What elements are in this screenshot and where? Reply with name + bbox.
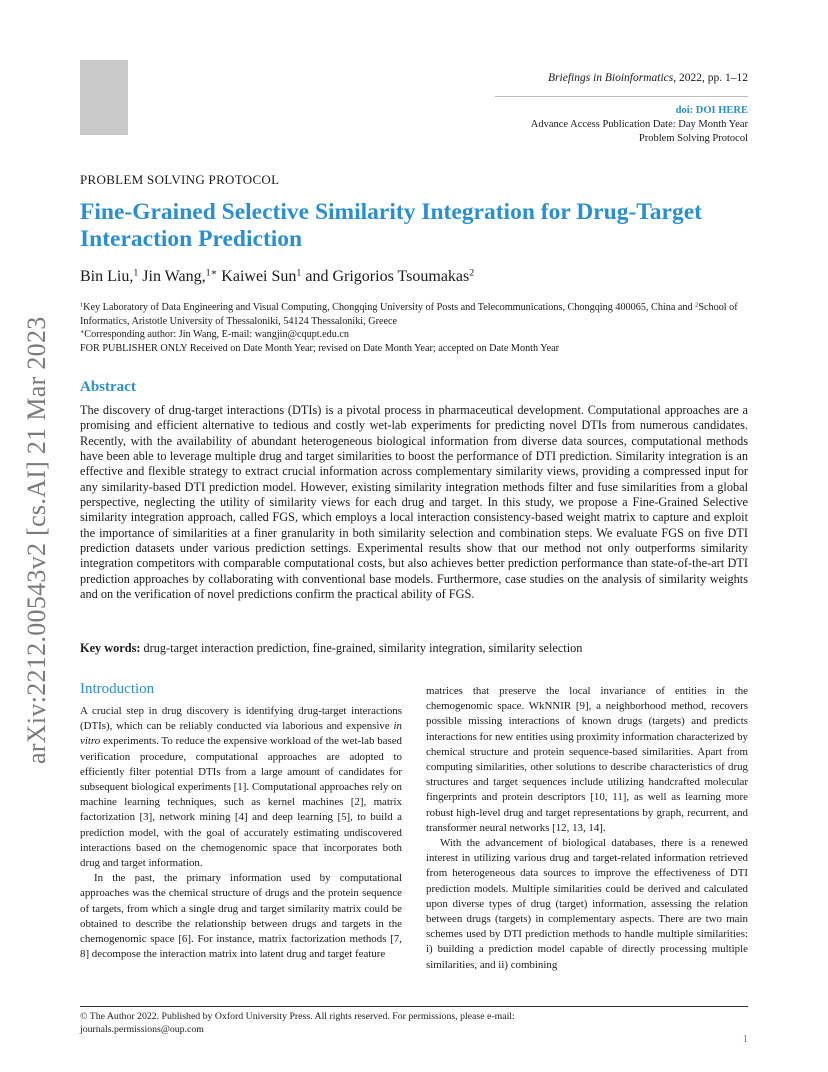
text-run: A crucial step in drug discovery is identifying drug-target interactions (DTIs), which can be reliably conducted via laborious and expensive <box>80 705 402 733</box>
author-name: and Grigorios Tsoumakas <box>301 268 470 285</box>
paper-title: Fine-Grained Selective Similarity Integration for Drug-Target Interaction Prediction <box>80 199 702 252</box>
journal-citation <box>548 72 748 84</box>
body-column-left <box>80 704 402 962</box>
journal-logo-placeholder <box>80 60 128 135</box>
keywords <box>80 641 582 656</box>
article-type: Problem Solving Protocol <box>638 133 748 144</box>
page-number: 1 <box>742 1034 748 1045</box>
publication-date: Advance Access Publication Date: Day Month Year <box>530 119 748 130</box>
footer-copyright <box>80 1011 515 1036</box>
author-list <box>80 268 474 286</box>
paragraph <box>80 704 402 871</box>
affiliations <box>80 301 748 355</box>
abstract-body: The discovery of drug-target interactions (DTIs) is a pivotal process in pharmaceutical development. Computational approaches are a promising and efficient alternative to tedious and costly wet-lab experiments for predicting novel DTIs from numerous candidates. Recently, with the availability of abundant heterogeneous biological information from diverse data sources, computational methods have been able to leverage multiple drug and target similarities to boost the performance of DTI prediction. Similarity integration is an effective and flexible strategy to extract crucial information across complementary similarity views, providing a compressed input for any similarity-based DTI prediction model. However, existing similarity integration methods filter and fuse similarities from a global perspective, neglecting the utility of similarity views for each drug and target. In this study, we propose a Fine-Grained Selective similarity integration approach, called FGS, which employs a local interaction consistency-based weight matrix to capture and exploit the importance of similarities at a finer granularity in both similarity selection and combination steps. We evaluate FGS on five DTI prediction datasets under various prediction settings. Experimental results show that our method not only outperforms similarity integration competitors with comparable computational costs, but also achieves better prediction performance than state-of-the-art DTI prediction approaches by collaborating with conventional base models. Furthermore, case studies on the analysis of similarity weights and on the verification of novel predictions confirm the practical ability of FGS. <box>80 403 748 602</box>
author-affil-mark: 1 <box>133 267 139 279</box>
journal-year-pages: , 2022, pp. 1–12 <box>673 72 748 84</box>
author-affil-mark: 2 <box>469 267 475 279</box>
author-name: Jin Wang, <box>138 268 206 285</box>
keywords-label: Key words: <box>80 641 141 655</box>
author-affil-mark: 1∗ <box>205 267 218 279</box>
author-name: Kaiwei Sun <box>217 268 297 285</box>
permissions-email[interactable]: journals.permissions@oup.com <box>80 1023 204 1035</box>
affil-mark: 1 <box>80 301 84 309</box>
header-meta <box>531 104 748 146</box>
paper-type: PROBLEM SOLVING PROTOCOL <box>80 172 280 187</box>
arxiv-stamp: arXiv:2212.00543v2 [cs.AI] 21 Mar 2023 <box>22 316 51 764</box>
affil-1: Key Laboratory of Data Engineering and Visual Computing, Chongqing University of Posts and Telecommunications, Chongqing 400065, China and <box>83 302 696 313</box>
corr-mark: ∗ <box>80 328 85 336</box>
copyright-text: © The Author 2022. Published by Oxford University Press. All rights reserved. For permissions, please e-mail: <box>80 1011 515 1022</box>
journal-name: Briefings in Bioinformatics <box>548 72 674 84</box>
paragraph: In the past, the primary information used by computational approaches was the chemical structure of drugs and the protein sequence of targets, from which a single drug and target similarity matrix could be obtained to describe the relationship between drugs and targets in the chemogenomic space [6]. For instance, matrix factorization methods [7, 8] decompose the interaction matrix into latent drug and target feature <box>80 872 402 961</box>
body-column-right <box>426 684 748 973</box>
author-affil-mark: 1 <box>296 267 302 279</box>
paragraph: With the advancement of biological databases, there is a renewed interest in utilizing various drug and target-related information retrieved from heterogeneous data sources to improve the effectiveness of DTI prediction models. Multiple similarities could be derived and calculated upon diverse types of drug (target) information, assessing the relation between drugs (targets) in complementary aspects. There are two main schemes used by DTI prediction methods to handle multiple similarities: i) building a prediction model capable of directly processing multiple similarities, and ii) combining <box>426 837 748 971</box>
introduction-heading: Introduction <box>80 681 155 697</box>
author-name: Bin Liu, <box>80 268 134 285</box>
text-run: experiments. To reduce the expensive workload of the wet-lab based verification procedure, computational approaches are adopted to efficiently filter potential DTIs from a large amount of candidates for subsequent biological experiments [1]. Computational approaches rely on machine learning techniques, such as kernel machines [2], matrix factorization [3], network mining [4] and deep learning [5], to build a prediction model, with the goal of accurately estimating undiscovered interactions based on the chemogenomic space that incorporates both drug and target information. <box>80 735 402 870</box>
paragraph: matrices that preserve the local invariance of entities in the chemogenomic space. WkNNIR [9], a neighborhood method, recovers possible missing interactions of known drugs (targets) and predicts interactions for new entities using proximity information characterized by chemical structure and protein sequence-based similarities. Apart from computing similarities, other solutions to describe characteristics of drug structures and target sequences include utilizing handcrafted molecular fingerprints and protein descriptors [10, 11], as well as learning more robust high-level drug and target representations by graph, recurrent, and transformer neural networks [12, 13, 14]. <box>426 685 748 834</box>
doi-link[interactable]: doi: DOI HERE <box>675 105 748 116</box>
affiliation-text <box>80 301 748 328</box>
corr-text: Corresponding author: Jin Wang, E-mail: wangjin@cqupt.edu.cn <box>84 329 350 341</box>
footer-rule <box>80 1006 748 1007</box>
affil-mark: 2 <box>695 301 699 309</box>
corresponding-author <box>80 328 748 342</box>
keywords-list: drug-target interaction prediction, fine-grained, similarity integration, similarity selection <box>140 641 583 655</box>
affil-2: School of Informatics, Aristotle University of Thessaloniki, 54124 Thessaloniki, Greece <box>80 302 738 327</box>
abstract-heading: Abstract <box>80 379 136 395</box>
text-emphasis: in vitro <box>80 720 402 748</box>
header-rule <box>495 96 748 97</box>
publisher-dates: FOR PUBLISHER ONLY Received on Date Month Year; revised on Date Month Year; accepted on Date Month Year <box>80 342 560 354</box>
